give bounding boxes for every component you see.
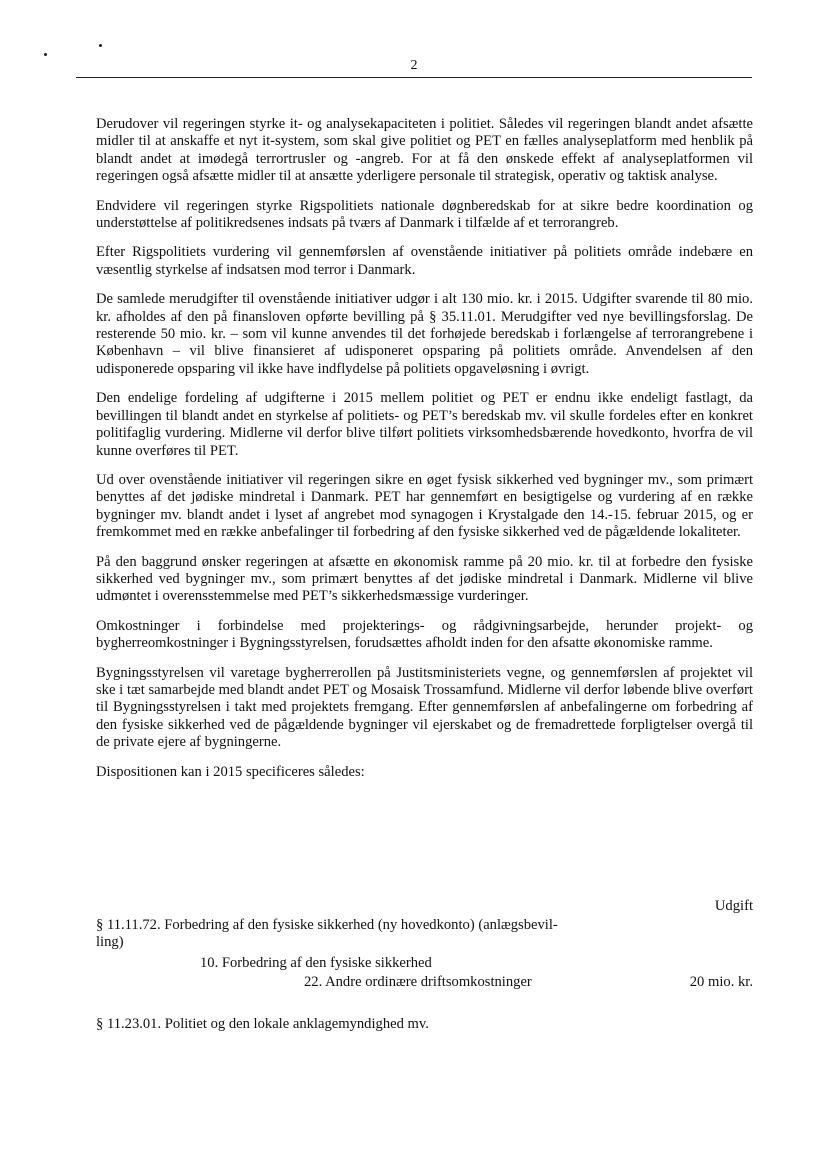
account-title: § 11.11.72. Forbedring af den fysiske sikkerhed (ny hovedkonto) (anlægsbevil- [96, 917, 558, 933]
disposition-account-row [96, 917, 753, 934]
body-text [96, 116, 753, 793]
paragraph: Bygningsstyrelsen vil varetage bygherrerollen på Justitsministeriets vegne, og gennemførslen af projektet vil ske i tæt samarbejde med blandt andet PET og Mosaisk Trossamfund. Midlerne vil derfor løbende blive overført til Bygningsstyrelsen i takt med projektets fremgang. Efter gennemførslen af anbefalingerne om forbedring af den fysiske sikkerhed ved de pågældende bygninger vil ejerskabet og de fremadrettede forpligtelser overgå til de private ejere af bygningerne. [96, 664, 753, 751]
column-header-udgift: Udgift [714, 898, 753, 914]
scan-speck [99, 44, 102, 47]
account-title-continued: ling) [96, 934, 124, 950]
header-rule [76, 77, 752, 78]
paragraph: Endvidere vil regeringen styrke Rigspolitiets nationale døgnberedskab for at sikre bedre koordination og understøttelse af politikredsenes indsats på tværs af Danmark i tilfælde af et terrorangreb. [96, 197, 753, 232]
item-amount: 20 mio. kr. [689, 974, 753, 990]
paragraph: Dispositionen kan i 2015 specificeres således: [96, 763, 365, 780]
disposition-header-row [96, 898, 753, 916]
paragraph: Derudover vil regeringen styrke it- og analysekapaciteten i politiet. Således vil regeringen blandt andet afsætte midler til at anskaffe et nyt it-system, som skal give politiet og PET en fælles analyseplatform med henblik på blandt andet at imødegå terrortrusler og -angreb. For at få den ønskede effekt af analyseplatformen vil regeringen også afsætte midler til at ansætte yderligere personale til strategisk, operativ og taktisk analyse. [96, 116, 753, 185]
account-title: § 11.23.01. Politiet og den lokale anklagemyndighed mv. [96, 1016, 429, 1032]
page-number: 2 [410, 58, 418, 73]
subaccount-title: 10. Forbedring af den fysiske sikkerhed [200, 955, 432, 971]
paragraph: Den endelige fordeling af udgifterne i 2015 mellem politiet og PET er endnu ikke endeligt fastlagt, da bevillingen til blandt andet en styrkelse af politiets- og PET’s beredskab mv. vil skulle fordeles efter en konkret politifaglig vurdering. Midlerne vil derfor blive tilført politiets virksomhedsbærende hovedkonto, hvorfra de vil kunne overføres til PET. [96, 390, 753, 459]
disposition-account-row [96, 1016, 753, 1033]
scan-speck [44, 53, 47, 56]
paragraph: Omkostninger i forbindelse med projekterings- og rådgivningsarbejde, herunder projekt- og bygherreomkostninger i Bygningsstyrelsen, forudsættes afholdt inden for den afsatte økonomiske ramme. [96, 617, 753, 652]
paragraph: På den baggrund ønsker regeringen at afsætte en økonomisk ramme på 20 mio. kr. til at forbedre den fysiske sikkerhed ved bygninger mv., som primært benyttes af det jødiske mindretal i Danmark. Midlerne vil blive udmøntet i overensstemmelse med PET’s sikkerhedsmæssige vurderinger. [96, 553, 753, 605]
disposition-item-row [96, 974, 753, 992]
paragraph: Ud over ovenstående initiativer vil regeringen sikre en øget fysisk sikkerhed ved bygninger mv., som primært benyttes af det jødiske mindretal i Danmark. PET har gennemført en besigtigelse og vurdering af en række bygninger mv. blandt andet i lyset af angrebet mod synagogen i Krystalgade den 14.-15. februar 2015, og er fremkommet med en række anbefalinger til forbedring af den fysiske sikkerhed ved de pågældende lokaliteter. [96, 471, 753, 541]
item-title: 22. Andre ordinære driftsomkostninger [304, 974, 532, 990]
disposition-account-row-cont [96, 934, 753, 951]
paragraph: Efter Rigspolitiets vurdering vil gennemførslen af ovenstående initiativer på politiets område indebære en væsentlig styrkelse af indsatsen mod terror i Danmark. [96, 244, 753, 278]
disposition-subaccount-row [96, 955, 753, 973]
paragraph: De samlede merudgifter til ovenstående initiativer udgør i alt 130 mio. kr. i 2015. Udgifter svarende til 80 mio. kr. afholdes af den på finansloven opførte bevilling på § 35.11.01. Merudgifter ved nye bevillingsforslag. De resterende 50 mio. kr. – som vil kunne anvendes til det forhøjede beredskab i forlængelse af terrorangrebene i København – vil blive finansieret af udisponeret opsparing på politiets område. Anvendelsen af den udisponerede opsparing vil ikke have indflydelse på politiets opgaveløsning i øvrigt. [96, 291, 753, 377]
